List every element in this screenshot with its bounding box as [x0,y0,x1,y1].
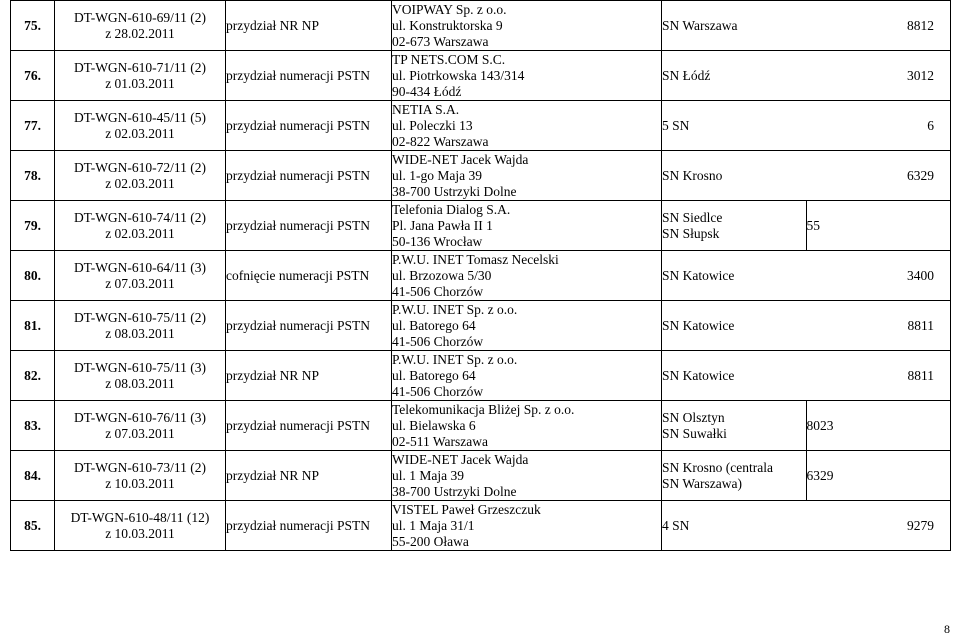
zone-line: SN Suwałki [662,425,727,441]
operator-line: 02-673 Warszawa [392,33,489,49]
decision-type: przydział numeracji PSTN [226,401,392,451]
decision-line: z 02.03.2011 [105,125,175,141]
operator-line: P.W.U. INET Sp. z o.o. [392,351,518,367]
decision-line: z 28.02.2011 [105,25,175,41]
register-rows [11,1,951,551]
operator-cell [392,151,662,201]
decision-line: DT-WGN-610-74/11 (2) [73,209,207,225]
zone-line: SN Olsztyn [662,409,725,425]
zone-count-wrap [662,168,950,184]
table-row [11,301,951,351]
operator-line: VISTEL Paweł Grzeszczuk [392,501,541,517]
decision-line: DT-WGN-610-69/11 (2) [73,9,207,25]
number-count: 8812 [907,17,934,33]
decision-cell [55,101,226,151]
decision-line: DT-WGN-610-75/11 (3) [73,359,207,375]
operator-cell [392,101,662,151]
decision-line: z 01.03.2011 [105,75,175,91]
number-count: 6329 [907,167,934,183]
zone-count-wrap [662,318,950,334]
zone-count-cell [662,351,951,401]
decision-cell [55,351,226,401]
decision-type: przydział numeracji PSTN [226,51,392,101]
zone-label: SN Katowice [662,267,735,283]
decision-cell [55,201,226,251]
operator-cell [392,301,662,351]
decision-cell [55,401,226,451]
zone-label: 5 SN [662,117,690,133]
number-count: 8023 [806,401,951,451]
operator-line: TP NETS.COM S.C. [392,51,506,67]
zone-label: 4 SN [662,517,690,533]
decision-cell [55,151,226,201]
operator-line: 38-700 Ustrzyki Dolne [392,483,517,499]
row-number: 84. [11,451,55,501]
row-number: 75. [11,1,55,51]
table-row [11,501,951,551]
table-row [11,101,951,151]
operator-line: ul. Piotrkowska 143/314 [392,67,525,83]
operator-line: WIDE-NET Jacek Wajda [392,451,529,467]
row-number: 82. [11,351,55,401]
operator-line: 38-700 Ustrzyki Dolne [392,183,517,199]
table-row [11,201,951,251]
zone-count-wrap [662,368,950,384]
zone-count-wrap [662,118,950,134]
zone-count-wrap [662,18,950,34]
zone-label: SN Katowice [662,317,735,333]
decision-line: DT-WGN-610-73/11 (2) [73,459,207,475]
zone-count-cell [662,101,951,151]
number-count: 8811 [907,367,934,383]
row-number: 76. [11,51,55,101]
operator-line: ul. 1 Maja 31/1 [392,517,475,533]
table-row [11,151,951,201]
operator-line: ul. 1-go Maja 39 [392,167,482,183]
row-number: 77. [11,101,55,151]
operator-cell [392,451,662,501]
operator-line: 02-822 Warszawa [392,133,489,149]
operator-cell [392,201,662,251]
operator-line: 90-434 Łódź [392,83,462,99]
zone-label: SN Warszawa [662,17,738,33]
decision-line: DT-WGN-610-75/11 (2) [73,309,207,325]
number-count: 3400 [907,267,934,283]
operator-line: Telekomunikacja Bliżej Sp. z o.o. [392,401,575,417]
decision-type: przydział numeracji PSTN [226,201,392,251]
zone-count-cell [662,501,951,551]
zone-count-cell [662,1,951,51]
zone-label: SN Krosno [662,167,723,183]
decision-type: przydział numeracji PSTN [226,151,392,201]
row-number: 83. [11,401,55,451]
operator-line: P.W.U. INET Sp. z o.o. [392,301,518,317]
zone-count-cell [662,151,951,201]
zone-count-wrap [662,68,950,84]
table-row [11,451,951,501]
decision-line: z 08.03.2011 [105,325,175,341]
decision-cell [55,1,226,51]
number-count: 8811 [907,317,934,333]
decision-type: przydział NR NP [226,1,392,51]
zone-cell [662,451,807,501]
operator-line: WIDE-NET Jacek Wajda [392,151,529,167]
decision-line: z 10.03.2011 [105,475,175,491]
table-row [11,351,951,401]
operator-cell [392,401,662,451]
operator-cell [392,251,662,301]
decision-line: z 02.03.2011 [105,225,175,241]
operator-line: ul. Bielawska 6 [392,417,476,433]
operator-cell [392,351,662,401]
decision-type: cofnięcie numeracji PSTN [226,251,392,301]
number-count: 9279 [907,517,934,533]
operator-line: VOIPWAY Sp. z o.o. [392,1,507,17]
operator-line: 41-506 Chorzów [392,383,484,399]
decision-cell [55,251,226,301]
operator-line: 41-506 Chorzów [392,333,484,349]
decision-line: DT-WGN-610-76/11 (3) [73,409,207,425]
operator-line: 02-511 Warszawa [392,433,489,449]
operator-cell [392,51,662,101]
zone-line: SN Słupsk [662,225,720,241]
register-table [10,0,951,551]
decision-type: przydział NR NP [226,451,392,501]
operator-line: 41-506 Chorzów [392,283,484,299]
decision-line: z 10.03.2011 [105,525,175,541]
zone-count-cell [662,301,951,351]
decision-type: przydział numeracji PSTN [226,101,392,151]
row-number: 85. [11,501,55,551]
decision-type: przydział NR NP [226,351,392,401]
zone-line: SN Warszawa) [662,475,743,491]
zone-count-wrap [662,268,950,284]
operator-line: ul. Konstruktorska 9 [392,17,503,33]
decision-line: DT-WGN-610-72/11 (2) [73,159,207,175]
operator-line: 55-200 Oława [392,533,469,549]
decision-type: przydział numeracji PSTN [226,501,392,551]
row-number: 79. [11,201,55,251]
operator-cell [392,1,662,51]
decision-line: z 07.03.2011 [105,425,175,441]
zone-count-cell [662,51,951,101]
page-number: 8 [944,622,950,636]
zone-count-cell [662,251,951,301]
number-count: 55 [806,201,951,251]
operator-line: Pl. Jana Pawła II 1 [392,217,493,233]
table-row [11,401,951,451]
operator-line: ul. Batorego 64 [392,317,476,333]
operator-line: ul. Poleczki 13 [392,117,473,133]
number-count: 3012 [907,67,934,83]
number-count: 6 [927,117,934,133]
decision-line: DT-WGN-610-48/11 (12) [70,509,210,525]
decision-line: z 08.03.2011 [105,375,175,391]
decision-cell [55,501,226,551]
decision-type: przydział numeracji PSTN [226,301,392,351]
zone-line: SN Krosno (centrala [662,459,773,475]
zone-count-wrap [662,518,950,534]
decision-cell [55,51,226,101]
table-row [11,251,951,301]
operator-cell [392,501,662,551]
decision-line: z 02.03.2011 [105,175,175,191]
zone-cell [662,201,807,251]
zone-label: SN Katowice [662,367,735,383]
row-number: 78. [11,151,55,201]
operator-line: 50-136 Wrocław [392,233,483,249]
decision-cell [55,451,226,501]
table-row [11,1,951,51]
decision-line: DT-WGN-610-71/11 (2) [73,59,207,75]
operator-line: ul. 1 Maja 39 [392,467,464,483]
operator-line: ul. Brzozowa 5/30 [392,267,492,283]
zone-cell [662,401,807,451]
zone-line: SN Siedlce [662,209,723,225]
decision-line: DT-WGN-610-64/11 (3) [73,259,207,275]
number-count: 6329 [806,451,951,501]
row-number: 81. [11,301,55,351]
operator-line: ul. Batorego 64 [392,367,476,383]
decision-line: z 07.03.2011 [105,275,175,291]
operator-line: Telefonia Dialog S.A. [392,201,511,217]
row-number: 80. [11,251,55,301]
decision-cell [55,301,226,351]
decision-line: DT-WGN-610-45/11 (5) [73,109,207,125]
table-row [11,51,951,101]
operator-line: NETIA S.A. [392,101,460,117]
zone-label: SN Łódź [662,67,711,83]
operator-line: P.W.U. INET Tomasz Necelski [392,251,559,267]
